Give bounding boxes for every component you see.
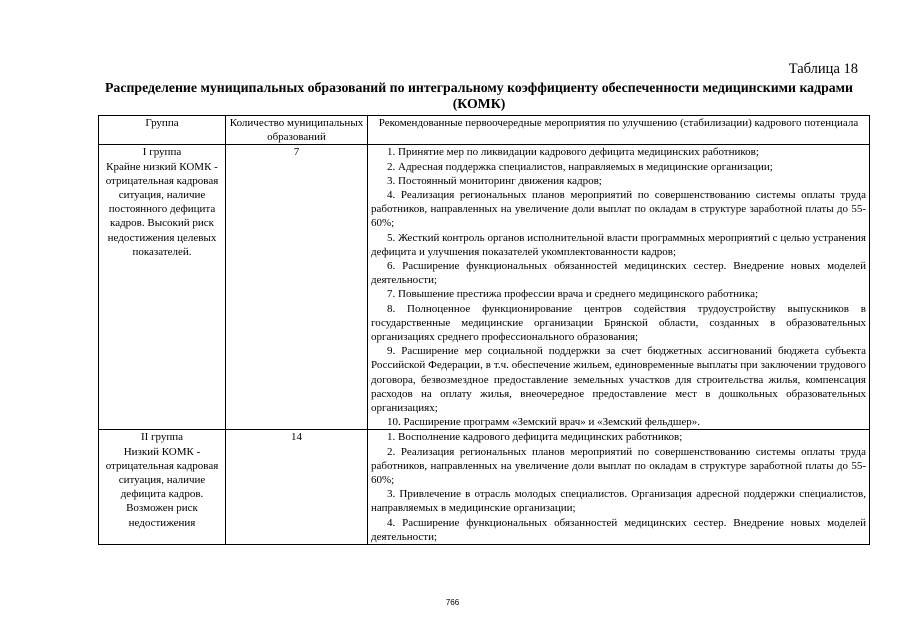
group-description: I группа Крайне низкий КОМК - отрицательная кадровая ситуация, наличие постоянного дефицита кадров. Высокий риск недостижения целевых показателей.	[105, 146, 219, 258]
table-row	[99, 430, 870, 545]
measures-cell	[368, 145, 870, 430]
measures-cell	[368, 430, 870, 545]
page-number: 766	[445, 598, 460, 607]
measure-item: 10. Расширение программ «Земский врач» и «Земский фельдшер».	[387, 416, 700, 429]
measure-item: 3. Привлечение в отрасль молодых специалистов. Организация адресной поддержки специалистов, направляемых в медицинские организации;	[371, 488, 866, 515]
measure-item: 1. Восполнение кадрового дефицита медицинских работников;	[387, 431, 683, 444]
table-row	[99, 145, 870, 430]
count-cell: 14	[226, 430, 368, 545]
measure-item: 8. Полноценное функционирование центров содействия трудоустройству выпускников в государственные медицинские организации Брянской области, созданных в образовательных организациях среднего профессионального образования;	[371, 302, 866, 344]
table-label: Таблица 18	[788, 61, 858, 77]
measure-item: 4. Расширение функциональных обязанностей медицинских сестер. Внедрение новых моделей деятельности;	[371, 516, 866, 543]
distribution-table	[98, 115, 870, 545]
measure-item: 7. Повышение престижа профессии врача и среднего медицинского работника;	[387, 288, 759, 301]
group-cell	[99, 430, 226, 545]
measure-item: 2. Реализация региональных планов мероприятий по совершенствованию системы оплаты труда работников, направленных на увеличение доли выплат по окладам в структуре заработной платы до 55-60%;	[371, 445, 866, 487]
header-count: Количество муниципальных образований	[226, 116, 368, 145]
header-group: Группа	[99, 116, 226, 145]
count-cell: 7	[226, 145, 368, 430]
measure-item: 2. Адресная поддержка специалистов, направляемых в медицинские организации;	[387, 160, 773, 173]
measure-item: 1. Принятие мер по ликвидации кадрового дефицита медицинских работников;	[387, 146, 759, 159]
table-title: Распределение муниципальных образований по интегральному коэффициенту обеспеченности медицинскими кадрами (КОМК)	[105, 80, 853, 111]
measure-item: 3. Постоянный мониторинг движения кадров;	[387, 174, 602, 187]
measure-item: 5. Жесткий контроль органов исполнительной власти программных мероприятий с целью устранения дефицита и улучшения показателей укомплектованности кадров;	[371, 231, 866, 258]
measure-item: 4. Реализация региональных планов мероприятий по совершенствованию системы оплаты труда работников, направленных на увеличение доли выплат по окладам в структуре заработной платы до 55- 60%;	[371, 189, 866, 230]
header-row	[99, 116, 870, 145]
measure-item: 6. Расширение функциональных обязанностей медицинских сестер. Внедрение новых моделей деятельности;	[371, 260, 866, 287]
measure-item: 9. Расширение мер социальной поддержки за счет бюджетных ассигнований бюджета субъекта Российской Федерации, в т.ч. обеспечение жильем, единовременные выплаты при заключении трудового договора, безвозмездное предоставление земельных участков для строительства жилья, компенсация расходов на оплату жилья, внеочередное предоставление мест в дошкольных образовательных организациях;	[371, 345, 866, 415]
group-cell	[99, 145, 226, 430]
group-description: II группа Низкий КОМК - отрицательная кадровая ситуация, наличие дефицита кадров. Возможен риск недостижения	[105, 431, 219, 529]
header-measures: Рекомендованные первоочередные мероприятия по улучшению (стабилизации) кадрового потенциала	[368, 116, 870, 145]
